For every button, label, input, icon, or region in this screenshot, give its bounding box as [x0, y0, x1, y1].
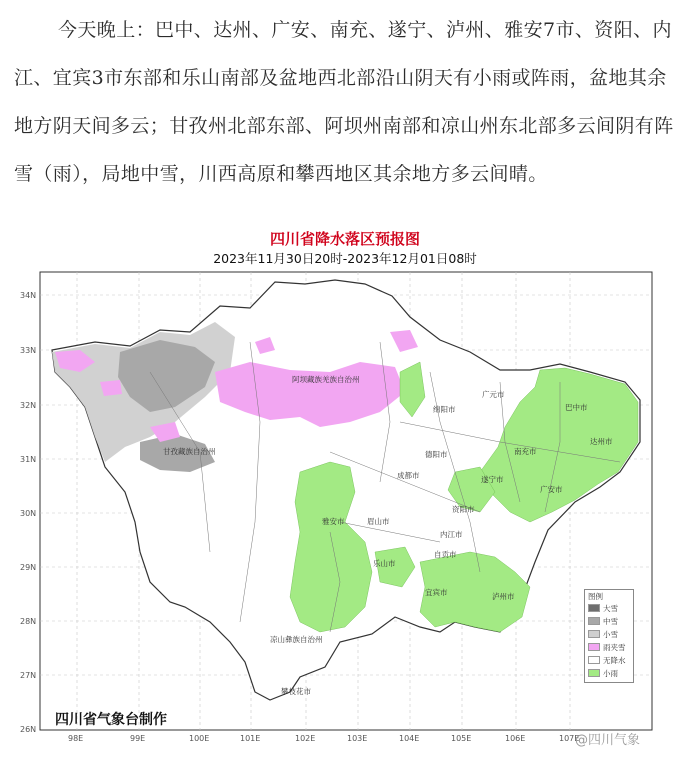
legend-label: 小雨	[603, 669, 618, 678]
precipitation-map	[0, 222, 690, 759]
city-label: 乐山市	[373, 559, 396, 568]
lon-tick: 99E	[130, 734, 146, 743]
map-title: 四川省降水落区预报图	[269, 230, 420, 248]
lon-tick: 104E	[399, 734, 420, 743]
legend-swatch	[588, 643, 600, 651]
city-label: 成都市	[397, 471, 420, 480]
city-label: 宜宾市	[425, 588, 448, 597]
lon-tick: 100E	[189, 734, 210, 743]
city-label: 内江市	[440, 530, 463, 539]
watermark: @四川气象	[575, 733, 641, 748]
map-legend	[584, 589, 634, 683]
lon-tick: 102E	[295, 734, 316, 743]
lon-tick: 98E	[68, 734, 84, 743]
legend-swatch	[588, 630, 600, 638]
city-label: 泸州市	[492, 592, 515, 601]
agency-credit: 四川省气象台制作	[55, 712, 167, 728]
lon-tick: 105E	[451, 734, 472, 743]
map-subtitle: 2023年11月30日20时-2023年12月01日08时	[213, 251, 477, 266]
lon-tick: 103E	[347, 734, 368, 743]
legend-label: 雨夹雪	[603, 643, 626, 652]
region-label-ganzi: 甘孜藏族自治州	[163, 447, 216, 456]
city-label: 遂宁市	[481, 475, 504, 484]
legend-label: 小雪	[603, 630, 618, 639]
city-label: 广元市	[482, 390, 505, 399]
city-label: 达州市	[590, 437, 613, 446]
city-label: 自贡市	[434, 550, 457, 559]
city-label: 绵阳市	[433, 405, 456, 414]
lat-tick: 27N	[20, 671, 37, 680]
legend-label: 无降水	[603, 656, 626, 665]
lat-tick: 31N	[20, 455, 37, 464]
legend-item	[588, 630, 632, 639]
city-label: 雅安市	[322, 517, 345, 526]
legend-item	[588, 617, 632, 626]
legend-item	[588, 604, 632, 613]
legend-label: 中雪	[603, 617, 618, 626]
city-label: 资阳市	[452, 505, 475, 514]
region-label-aba: 阿坝藏族羌族自治州	[292, 375, 360, 384]
legend-swatch	[588, 669, 600, 677]
legend-item	[588, 656, 632, 665]
legend-swatch	[588, 617, 600, 625]
forecast-text: 今天晚上：巴中、达州、广安、南充、遂宁、泸州、雅安7市、资阳、内江、宜宾3市东部和乐山南部及盆地西北部沿山阴天有小雨或阵雨，盆地其余地方阴天间多云；甘孜州北部东部、阿坝州南部和凉山州东北部多云间阴有阵雪（雨），局地中雪，川西高原和攀西地区其余地方多云间晴。	[14, 19, 674, 185]
region-label-liangshan: 凉山彝族自治州	[270, 635, 323, 644]
legend-item	[588, 643, 632, 652]
lat-tick: 29N	[20, 563, 37, 572]
city-label: 广安市	[540, 485, 563, 494]
legend-swatch	[588, 604, 600, 612]
city-label: 德阳市	[425, 450, 448, 459]
lat-tick: 33N	[20, 346, 37, 355]
city-label: 攀枝花市	[281, 687, 311, 696]
city-label: 眉山市	[367, 517, 390, 526]
lat-tick: 32N	[20, 401, 37, 410]
city-label: 南充市	[514, 447, 537, 456]
lon-tick: 106E	[505, 734, 526, 743]
legend-swatch	[588, 656, 600, 664]
lat-tick: 26N	[20, 725, 37, 734]
lon-tick: 101E	[240, 734, 261, 743]
lat-tick: 30N	[20, 509, 37, 518]
lon-tick: 107E	[559, 734, 580, 743]
city-label: 巴中市	[565, 403, 588, 412]
lat-tick: 34N	[20, 291, 37, 300]
legend-title: 图例	[588, 592, 603, 601]
lat-tick: 28N	[20, 617, 37, 626]
legend-item	[588, 669, 632, 678]
legend-label: 大雪	[603, 604, 618, 613]
